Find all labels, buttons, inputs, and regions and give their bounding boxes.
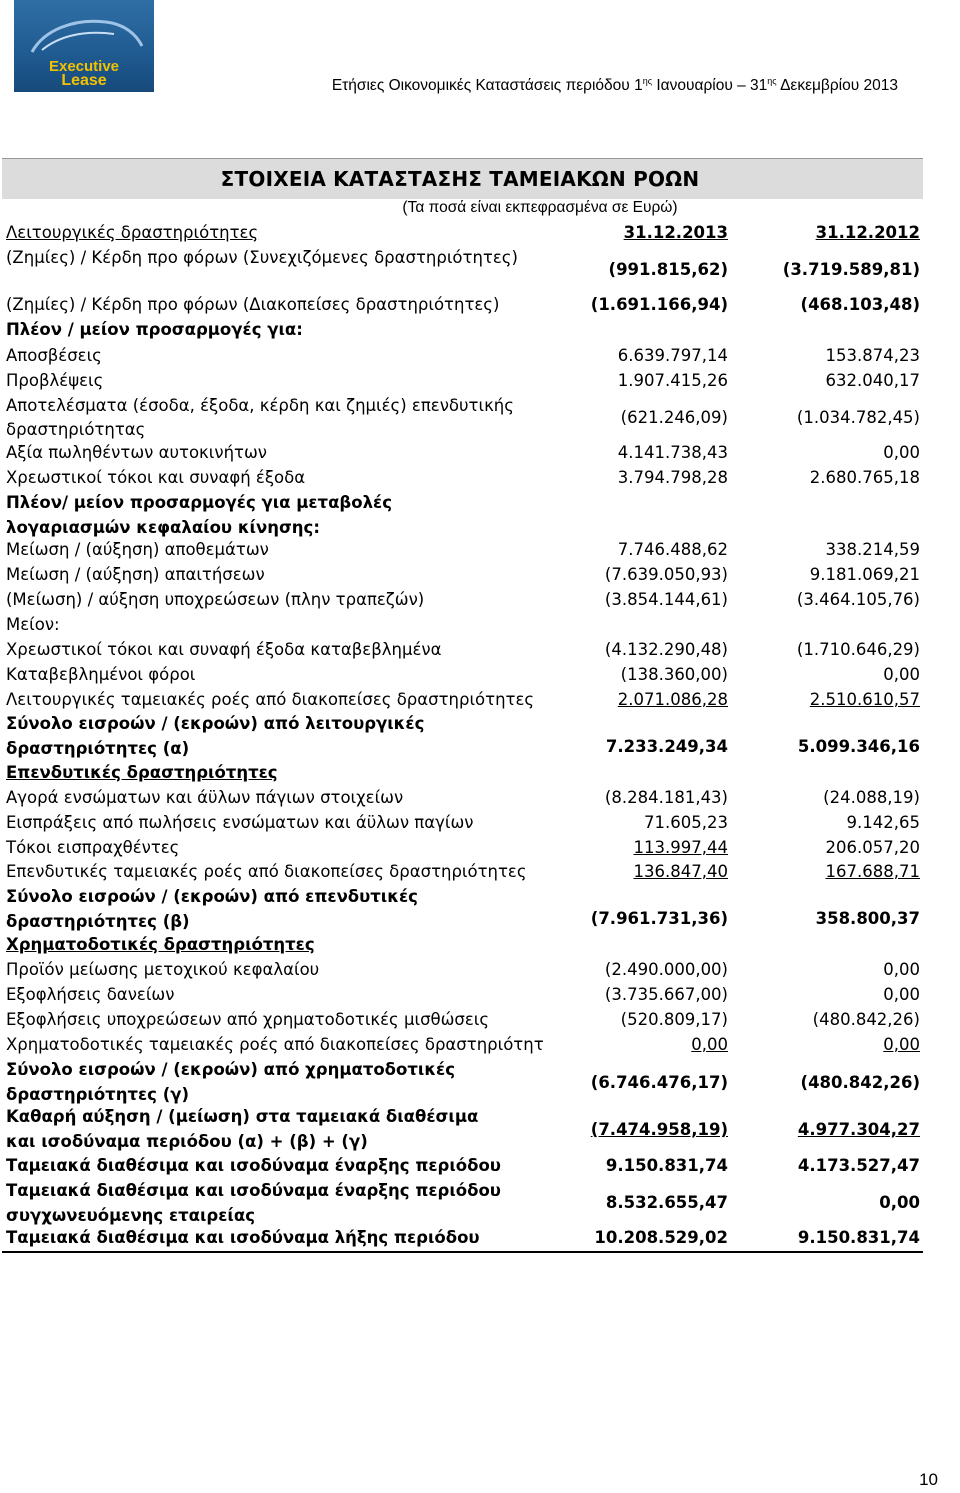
row-label: Προϊόν μείωσης μετοχικού κεφαλαίου	[6, 960, 320, 979]
logo-text-executive: Executive	[48, 58, 120, 75]
row-label-continued: και ισοδύναμα περιόδου (α) + (β) + (γ)	[6, 1132, 368, 1151]
table-row	[0, 346, 960, 370]
table-row	[0, 862, 960, 886]
table-row	[0, 1107, 960, 1153]
table-row	[0, 690, 960, 714]
column-header-2012: 31.12.2012	[815, 223, 920, 242]
value-2013: (6.746.476,17)	[590, 1073, 728, 1092]
row-label: Τόκοι εισπραχθέντες	[6, 838, 180, 857]
value-2013: 136.847,40	[633, 862, 728, 881]
row-label: Χρεωστικοί τόκοι και συναφή έξοδα	[6, 468, 306, 487]
table-row	[0, 960, 960, 984]
row-label: Αγορά ενσώματων και άϋλων πάγιων στοιχείων	[6, 788, 404, 807]
table-row	[0, 540, 960, 564]
table-row	[0, 1060, 960, 1106]
value-2013: (8.284.181,43)	[604, 788, 728, 807]
value-2012: (1.034.782,45)	[796, 408, 920, 427]
page-header	[332, 76, 898, 95]
table-row	[0, 838, 960, 862]
row-label: Ταμειακά διαθέσιμα και ισοδύναμα έναρξης περιόδου	[6, 1156, 501, 1175]
value-2012: (3.719.589,81)	[782, 260, 920, 279]
table-row	[0, 935, 960, 959]
table-row	[0, 665, 960, 689]
table-row	[0, 640, 960, 664]
value-2013: (991.815,62)	[608, 260, 728, 279]
value-2013: (138.360,00)	[620, 665, 728, 684]
row-label: Ταμειακά διαθέσιμα και ισοδύναμα λήξης περιόδου	[6, 1228, 480, 1247]
section-heading: Επενδυτικές δραστηριότητες	[6, 763, 278, 782]
row-label-continued: δραστηριότητας	[6, 420, 146, 439]
row-label: Σύνολο εισροών / (εκροών) από επενδυτικές	[6, 887, 418, 906]
value-2012: (1.710.646,29)	[796, 640, 920, 659]
row-label: Αποτελέσματα (έσοδα, έξοδα, κέρδη και ζημιές) επενδυτικής	[6, 396, 514, 415]
row-label-continued: λογαριασμών κεφαλαίου κίνησης:	[6, 518, 320, 537]
table-row	[0, 223, 960, 247]
value-2013: (1.691.166,94)	[590, 295, 728, 314]
value-2012: (480.842,26)	[800, 1073, 920, 1092]
row-label-continued: δραστηριότητες (β)	[6, 912, 190, 931]
table-bottom-rule	[2, 1251, 923, 1253]
value-2012: 4.173.527,47	[797, 1156, 920, 1175]
value-2013: 0,00	[691, 1035, 728, 1054]
table-row	[0, 248, 960, 279]
table-row	[0, 468, 960, 492]
row-label: Καθαρή αύξηση / (μείωση) στα ταμειακά διαθέσιμα	[6, 1107, 479, 1126]
table-row	[0, 813, 960, 837]
table-row	[0, 295, 960, 319]
value-2012: (468.103,48)	[800, 295, 920, 314]
value-2012: 0,00	[883, 443, 920, 462]
row-label: Επενδυτικές ταμειακές ροές από διακοπείσες δραστηριότητες	[6, 862, 527, 881]
currency-note: (Τα ποσά είναι εκπεφρασμένα σε Ευρώ)	[402, 199, 678, 216]
table-row	[0, 1010, 960, 1034]
row-label: Μείωση / (αύξηση) αποθεμάτων	[6, 540, 269, 559]
row-label-continued: συγχωνευόμενης εταιρείας	[6, 1206, 255, 1225]
table-row	[0, 565, 960, 589]
row-label: Σύνολο εισροών / (εκροών) από χρηματοδοτικές	[6, 1060, 456, 1079]
value-2012: 9.181.069,21	[809, 565, 920, 584]
value-2012: 0,00	[883, 960, 920, 979]
value-2013: (3.735.667,00)	[604, 985, 728, 1004]
row-label-continued: δραστηριότητες (α)	[6, 739, 190, 758]
statement-title: ΣΤΟΙΧΕΙΑ ΚΑΤΑΣΤΑΣΗΣ ΤΑΜΕΙΑΚΩΝ ΡΟΩΝ	[220, 167, 700, 191]
table-row	[0, 493, 960, 539]
header-text-pre: Ετήσιες Οικονομικές Καταστάσεις περιόδου 1	[331, 77, 643, 95]
value-2013: (7.961.731,36)	[590, 909, 728, 928]
value-2012: 2.510.610,57	[809, 690, 920, 709]
logo-text-lease: Lease	[61, 72, 107, 89]
row-label: Εισπράξεις από πωλήσεις ενσώματων και άϋλων παγίων	[6, 813, 474, 832]
header-sup-1: ης	[642, 76, 653, 86]
table-row	[0, 887, 960, 933]
value-2013: 1.907.415,26	[617, 371, 728, 390]
value-2013: 113.997,44	[633, 838, 728, 857]
value-2013: (3.854.144,61)	[604, 590, 728, 609]
table-row	[0, 1181, 960, 1227]
value-2013: (621.246,09)	[620, 408, 728, 427]
row-label: Εξοφλήσεις υποχρεώσεων από χρηματοδοτικές μισθώσεις	[6, 1010, 490, 1029]
value-2012: 167.688,71	[825, 862, 920, 881]
row-label-continued: δραστηριότητες (γ)	[6, 1085, 190, 1104]
row-label: Λειτουργικές ταμειακές ροές από διακοπείσες δραστηριότητες	[6, 690, 535, 709]
table-row	[0, 443, 960, 467]
row-label: Αξία πωληθέντων αυτοκινήτων	[6, 443, 268, 462]
value-2013: (4.132.290,48)	[604, 640, 728, 659]
value-2013: 7.233.249,34	[605, 737, 728, 756]
table-row	[0, 320, 960, 344]
value-2012: 358.800,37	[815, 909, 920, 928]
table-row	[0, 714, 960, 760]
value-2013: 4.141.738,43	[617, 443, 728, 462]
value-2013: 10.208.529,02	[594, 1228, 728, 1247]
header-text-mid: Ιανουαρίου – 31	[652, 77, 768, 95]
row-label: Πλέον/ μείον προσαρμογές για μεταβολές	[6, 493, 392, 512]
value-2012: 4.977.304,27	[797, 1120, 920, 1139]
value-2013: (2.490.000,00)	[604, 960, 728, 979]
row-label: Προβλέψεις	[6, 371, 104, 390]
table-row	[0, 763, 960, 787]
value-2013: 3.794.798,28	[617, 468, 728, 487]
value-2012: 632.040,17	[825, 371, 920, 390]
value-2013: 2.071.086,28	[617, 690, 728, 709]
header-sup-2: ης	[767, 76, 777, 86]
value-2013: (7.474.958,19)	[590, 1120, 728, 1139]
value-2012: 153.874,23	[825, 346, 920, 365]
row-label: Χρεωστικοί τόκοι και συναφή έξοδα καταβεβλημένα	[6, 640, 442, 659]
table-row	[0, 788, 960, 812]
value-2013: (520.809,17)	[620, 1010, 728, 1029]
row-label: Χρηματοδοτικές ταμειακές ροές από διακοπείσες δραστηριότητ	[6, 1035, 544, 1054]
value-2013: (7.639.050,93)	[604, 565, 728, 584]
table-row	[0, 1035, 960, 1059]
value-2013: 6.639.797,14	[617, 346, 728, 365]
value-2012: (24.088,19)	[823, 788, 920, 807]
value-2012: (3.464.105,76)	[796, 590, 920, 609]
row-label: (Ζημίες) / Κέρδη προ φόρων (Διακοπείσες δραστηριότητες)	[6, 295, 500, 314]
value-2013: 7.746.488,62	[617, 540, 728, 559]
value-2012: 9.150.831,74	[797, 1228, 920, 1247]
row-label: Μείωση / (αύξηση) απαιτήσεων	[6, 565, 265, 584]
value-2012: 0,00	[883, 665, 920, 684]
value-2012: 2.680.765,18	[809, 468, 920, 487]
row-label: Εξοφλήσεις δανείων	[6, 985, 175, 1004]
row-label: (Μείωση) / αύξηση υποχρεώσεων (πλην τραπεζών)	[6, 590, 425, 609]
row-label: Λειτουργικές δραστηριότητες	[6, 223, 259, 242]
car-silhouette-icon	[14, 0, 154, 60]
row-label: Σύνολο εισροών / (εκροών) από λειτουργικές	[6, 714, 425, 733]
value-2012: 0,00	[879, 1193, 920, 1212]
table-row	[0, 615, 960, 639]
value-2012: 338.214,59	[825, 540, 920, 559]
table-row	[0, 1228, 960, 1252]
table-row	[0, 985, 960, 1009]
value-2012: 9.142,65	[846, 813, 920, 832]
value-2012: 0,00	[883, 1035, 920, 1054]
value-2012: 206.057,20	[825, 838, 920, 857]
section-heading: Χρηματοδοτικές δραστηριότητες	[6, 935, 315, 954]
executive-lease-logo	[14, 0, 154, 92]
row-label: Πλέον / μείον προσαρμογές για:	[6, 320, 303, 339]
table-row	[0, 396, 960, 440]
value-2012: 5.099.346,16	[797, 737, 920, 756]
value-2013: 8.532.655,47	[605, 1193, 728, 1212]
table-row	[0, 371, 960, 395]
table-row	[0, 1156, 960, 1180]
row-label: (Ζημίες) / Κέρδη προ φόρων (Συνεχιζόμενες δραστηριότητες)	[6, 248, 518, 267]
column-header-2013: 31.12.2013	[623, 223, 728, 242]
row-label: Ταμειακά διαθέσιμα και ισοδύναμα έναρξης περιόδου	[6, 1181, 501, 1200]
row-label: Μείον:	[6, 615, 60, 634]
page-number: 10	[919, 1470, 938, 1489]
table-row	[0, 590, 960, 614]
value-2013: 9.150.831,74	[605, 1156, 728, 1175]
value-2013: 71.605,23	[644, 813, 728, 832]
value-2012: (480.842,26)	[812, 1010, 920, 1029]
row-label: Καταβεβλημένοι φόροι	[6, 665, 196, 684]
value-2012: 0,00	[883, 985, 920, 1004]
row-label: Αποσβέσεις	[6, 346, 102, 365]
header-text-post: Δεκεμβρίου 2013	[776, 77, 898, 95]
